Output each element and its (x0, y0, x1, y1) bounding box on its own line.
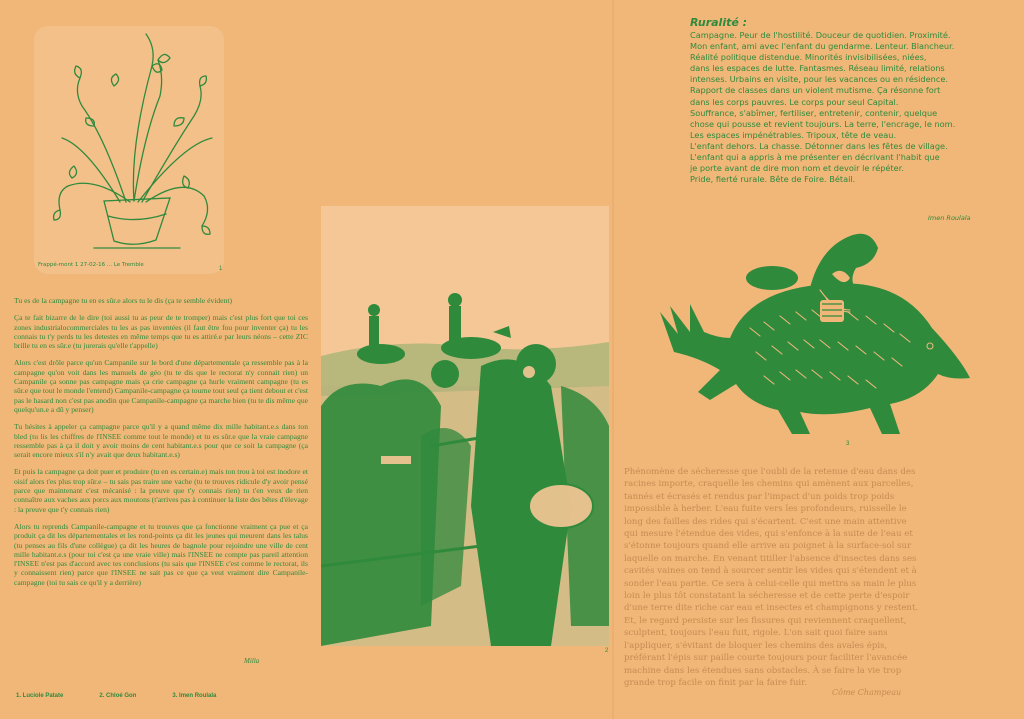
essay-line: racines importe, craquelle les chemins qui amènent aux parcelles, (624, 479, 914, 490)
essay-line: machine dans les étendues sans obstacles. À se faire la vie trop (624, 665, 902, 676)
page-fold (612, 0, 614, 719)
essay-line: Et, le regard persiste sur les fissures qui reviennent craquellent, (624, 615, 907, 626)
signature-milla: Milla (244, 657, 260, 665)
credit-item: 1. Luciole Patate (16, 693, 64, 699)
poem-line: Souffrance, s'abîmer, fertiliser, entretenir, contenir, quelque (690, 107, 938, 118)
essay-line: sculptent, toujours l'eau fuit, rigole. L'on sait quoi faire sans (624, 628, 888, 639)
essay-line: l'appliquer, s'évitant de bloquer les chemins des avales épis, (624, 640, 888, 651)
poem-line: Réalité politique distendue. Minorités invisibilisées, niées, (690, 52, 927, 63)
poem-line: je porte avant de dire mon nom et devoir le répéter. (690, 163, 904, 174)
credit-item: 3. Imen Roulala (172, 693, 217, 699)
poem-line: Les espaces impénétrables. Tripoux, tête de veau. (690, 129, 897, 140)
essay-line: sonder l'eau partie. Ce sera à celui-celle qui mettra sa main le plus (624, 578, 917, 589)
essay-paragraph: Et puis la campagne ça doit puer et produire (tu en es certain.e) mais ton trou à toi est inodore et oisif alors t'es plus trop sûr.e – tu sais pas traire une vache (tu te trouves ridicule d'y avoir pensé parce que maintenant c'est mécanisé : la preuve que t'y connais rien) tu t'en veux de rien connaître aux vaches aux porcs aux moutons (t'arrives pas à continuer la liste des bêtes d'élevage : la preuve que t'y connais rien) (14, 467, 308, 514)
poem-line: intenses. Urbains en visite, pour les vacances ou en résidence. (690, 74, 949, 85)
poem-line: Mon enfant, ami avec l'enfant du gendarme. Lenteur. Blancheur. (690, 41, 955, 52)
poem-title: Ruralité : (690, 16, 748, 29)
essay-line: Phénomène de sécheresse que l'oubli de la retenue d'eau dans des (624, 467, 916, 477)
signature-come: Côme Champeau (832, 688, 902, 697)
essay-line: grande trop facile on finit par la faire fuir. (624, 677, 808, 688)
essay-line: qui mesure l'étendue des vides, qui s'enfonce à la suite de l'eau et (624, 529, 913, 540)
essay-paragraph: Tu hésites à appeler ça campagne parce qu'il y a quand même dix mille habitant.e.s dans ton bled (tu lis les chiffres de l'INSEE comme tout le monde) et tu es sûr.e que la vraie campagne ressemble pas à ça il doit y avoir moins de cent habitant.e.s pour que ce soit la campagne (ça serait encore mieux s'il n'y avait que deux habitant.e.s) (14, 422, 308, 460)
essay-paragraph: Alors c'est drôle parce qu'un Campanile sur le bord d'une départementale ça ressemble pas à la campagne qu'on voit dans les manuels de géo (tu te dis que le rectorat n'y connait rien) un Campanile ça sonne pas campagne mais ça crie campagne ça hurle vraiment campagne (tu es sûr.e que tout le monde l'entend) Campanile-campagne ça tourne tout seul ça tient debout et c'est pas le hasard non c'est pas anodin que Campanile-campagne ça marche bien (tu te dis même que quelqu'un.e a dû y penser) (14, 358, 308, 414)
rurality-poem (690, 16, 1008, 185)
rural-festival-photo (321, 206, 609, 646)
poem-line: L'enfant qui a appris à me présenter en décrivant l'habit que (690, 152, 940, 163)
figure-number-3: 3 (846, 441, 850, 447)
essay-paragraph: Tu es de la campagne tu en es sûr.e alors tu le dis (ça te semble évident) (14, 296, 232, 305)
essay-line: impossible à herber. L'eau fuite vers les profondeurs, ruisselle le (624, 504, 907, 515)
drought-essay (624, 466, 940, 689)
poem-line: Pride, fierté rurale. Bête de Foire. Bétail. (690, 174, 856, 185)
figure-number-2: 2 (605, 648, 609, 654)
poem-line: dans les corps pauvres. Le corps pour seul Capital. (690, 96, 899, 107)
essay-line: tannés et écrasés et rendus par l'impact d'un poids trop poids (624, 491, 895, 502)
essay-paragraph: Alors tu reprends Campanile-campagne et tu trouves que ça fonctionne vraiment ça pue et ça produit ça dit les départementales et les rond-points ça dit les jeunes qui meurent dans les talus (tu penses au fils d'une collègue) ça dit les heures de bagnole pour rejoindre une ville de cent mille habitant.e.s (pour toi c'est ça une vraie ville) mais l'INSEE ne compte pas pareil attention l'INSEE n'est pas d'accord avec tes conclusions (tu sais que l'INSEE c'est comme le rectorat, ils y connaissent rien) parce que l'INSEE ne sait pas ce que ça veut vraiment dire Campanile-campagne (toi tu sais ce qu'il y a derrière) (14, 521, 308, 587)
essay-line: long des failles des rides qui s'écartent. C'est une main attentive (624, 516, 907, 527)
poem-line: Campagne. Peur de l'hostilité. Douceur de quotidien. Proximité. (690, 30, 951, 40)
illustration-caption: Frappé-mont 1 27-02-16 ... Le Tremble (38, 262, 144, 268)
flower-vase-illustration (34, 26, 224, 274)
poem-line: L'enfant dehors. La chasse. Détonner dans les fêtes de village. (690, 140, 948, 151)
left-essay (14, 296, 308, 595)
poem-line: Rapport de classes dans un violent mutisme. Ça résonne fort (690, 85, 941, 96)
figure-number-1: 1 (219, 266, 223, 272)
signature-imen: Imen Roulala (928, 214, 971, 222)
essay-line: laquelle on marche. En venant titiller l'absence d'insectes dans ses (624, 553, 917, 564)
image-credits (16, 693, 216, 699)
essay-line: préférant l'épis sur paille courte toujours pour faciliter l'avancée (624, 653, 908, 664)
essay-line: d'une terre dite riche car eau et insectes et champignons y restent. (624, 603, 919, 614)
essay-line: s'étonne toujours quand elle arrive au poignet à la surface-sol sur (624, 541, 912, 552)
credit-item: 2. Chloé Gon (99, 693, 137, 699)
essay-paragraph: Ça te fait bizarre de le dire (toi aussi tu as peur de te tromper) mais c'est plus fort que toi ces zones industrialocommerciales tu les as pas inventées (il faut être fou pour inventer ça) tu les connais tu t'y perds tu les detestes en même temps que tu es attiré.e par leurs néons – cette ZIC brille tu en es sûr.e (tu jurerais qu'elle t'appelle) (14, 313, 308, 351)
essay-line: loin le plus tôt constatant la sécheresse et de cette perte d'espoir (624, 591, 910, 602)
poem-line: chose qui pousse et revient toujours. La terre, l'encrage, le nom. (690, 118, 956, 129)
essay-line: cavités vaines on tend à sourcer sentir les vides qui s'étendent et à (624, 566, 917, 577)
poem-line: dans les espaces de lutte. Fantasmes. Réseau limité, relations (690, 63, 945, 74)
boar-rider-illustration (660, 228, 972, 440)
